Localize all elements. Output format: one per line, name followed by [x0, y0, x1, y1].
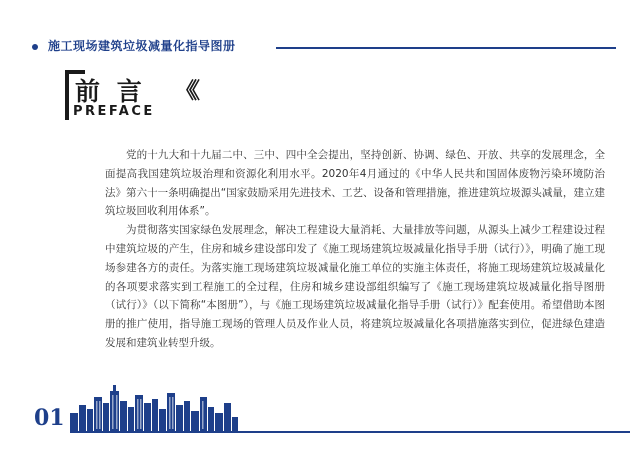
header-rule	[276, 47, 616, 49]
preface-title-cn: 前 言	[75, 77, 146, 106]
paragraph-1: 党的十九大和十九届二中、三中、四中全会提出，坚持创新、协调、绿色、开放、共享的发展理念，全面提高我国建筑垃圾治理和资源化利用水平。2020年4月通过的《中华人民共和国固体废物污染环境防治法》第六十一条明确提出“国家鼓励采用先进技术、工艺、设备和管理措施，推进建筑垃圾源头减量，建立建筑垃圾回收利用体系”。	[105, 149, 605, 218]
preface-body	[105, 146, 605, 353]
page-number: 01	[34, 405, 65, 431]
header-bullet-icon	[32, 44, 38, 50]
paragraph-2: 为贯彻落实国家绿色发展理念，解决工程建设大量消耗、大量排放等问题，从源头上减少工程建设过程中建筑垃圾的产生，住房和城乡建设部印发了《施工现场建筑垃圾减量化指导手册（试行）》，明确了施工现场参建各方的责任。为落实施工现场建筑垃圾减量化施工单位的实施主体责任，将施工现场建筑垃圾减量化的各项要求落实到工程施工的全过程，住房和城乡建设部组织编写了《施工现场建筑垃圾减量化指导图册（试行）》（以下简称“本图册”），与《施工现场建筑垃圾减量化指导手册（试行）》配套使用。希望借助本图册的推广使用，指导施工现场的管理人员及作业人员，将建筑垃圾减量化各项措施落实到位，促进绿色建造发展和建筑业转型升级。	[105, 224, 605, 349]
preface-title-en: PREFACE	[73, 104, 155, 119]
footer-rule	[70, 431, 630, 433]
double-chevron-icon: 《《	[175, 79, 193, 104]
header-title: 施工现场建筑垃圾减量化指导图册	[48, 39, 236, 53]
preface-bracket-left	[65, 70, 69, 120]
preface-heading	[65, 70, 193, 120]
city-skyline-icon	[70, 383, 430, 433]
